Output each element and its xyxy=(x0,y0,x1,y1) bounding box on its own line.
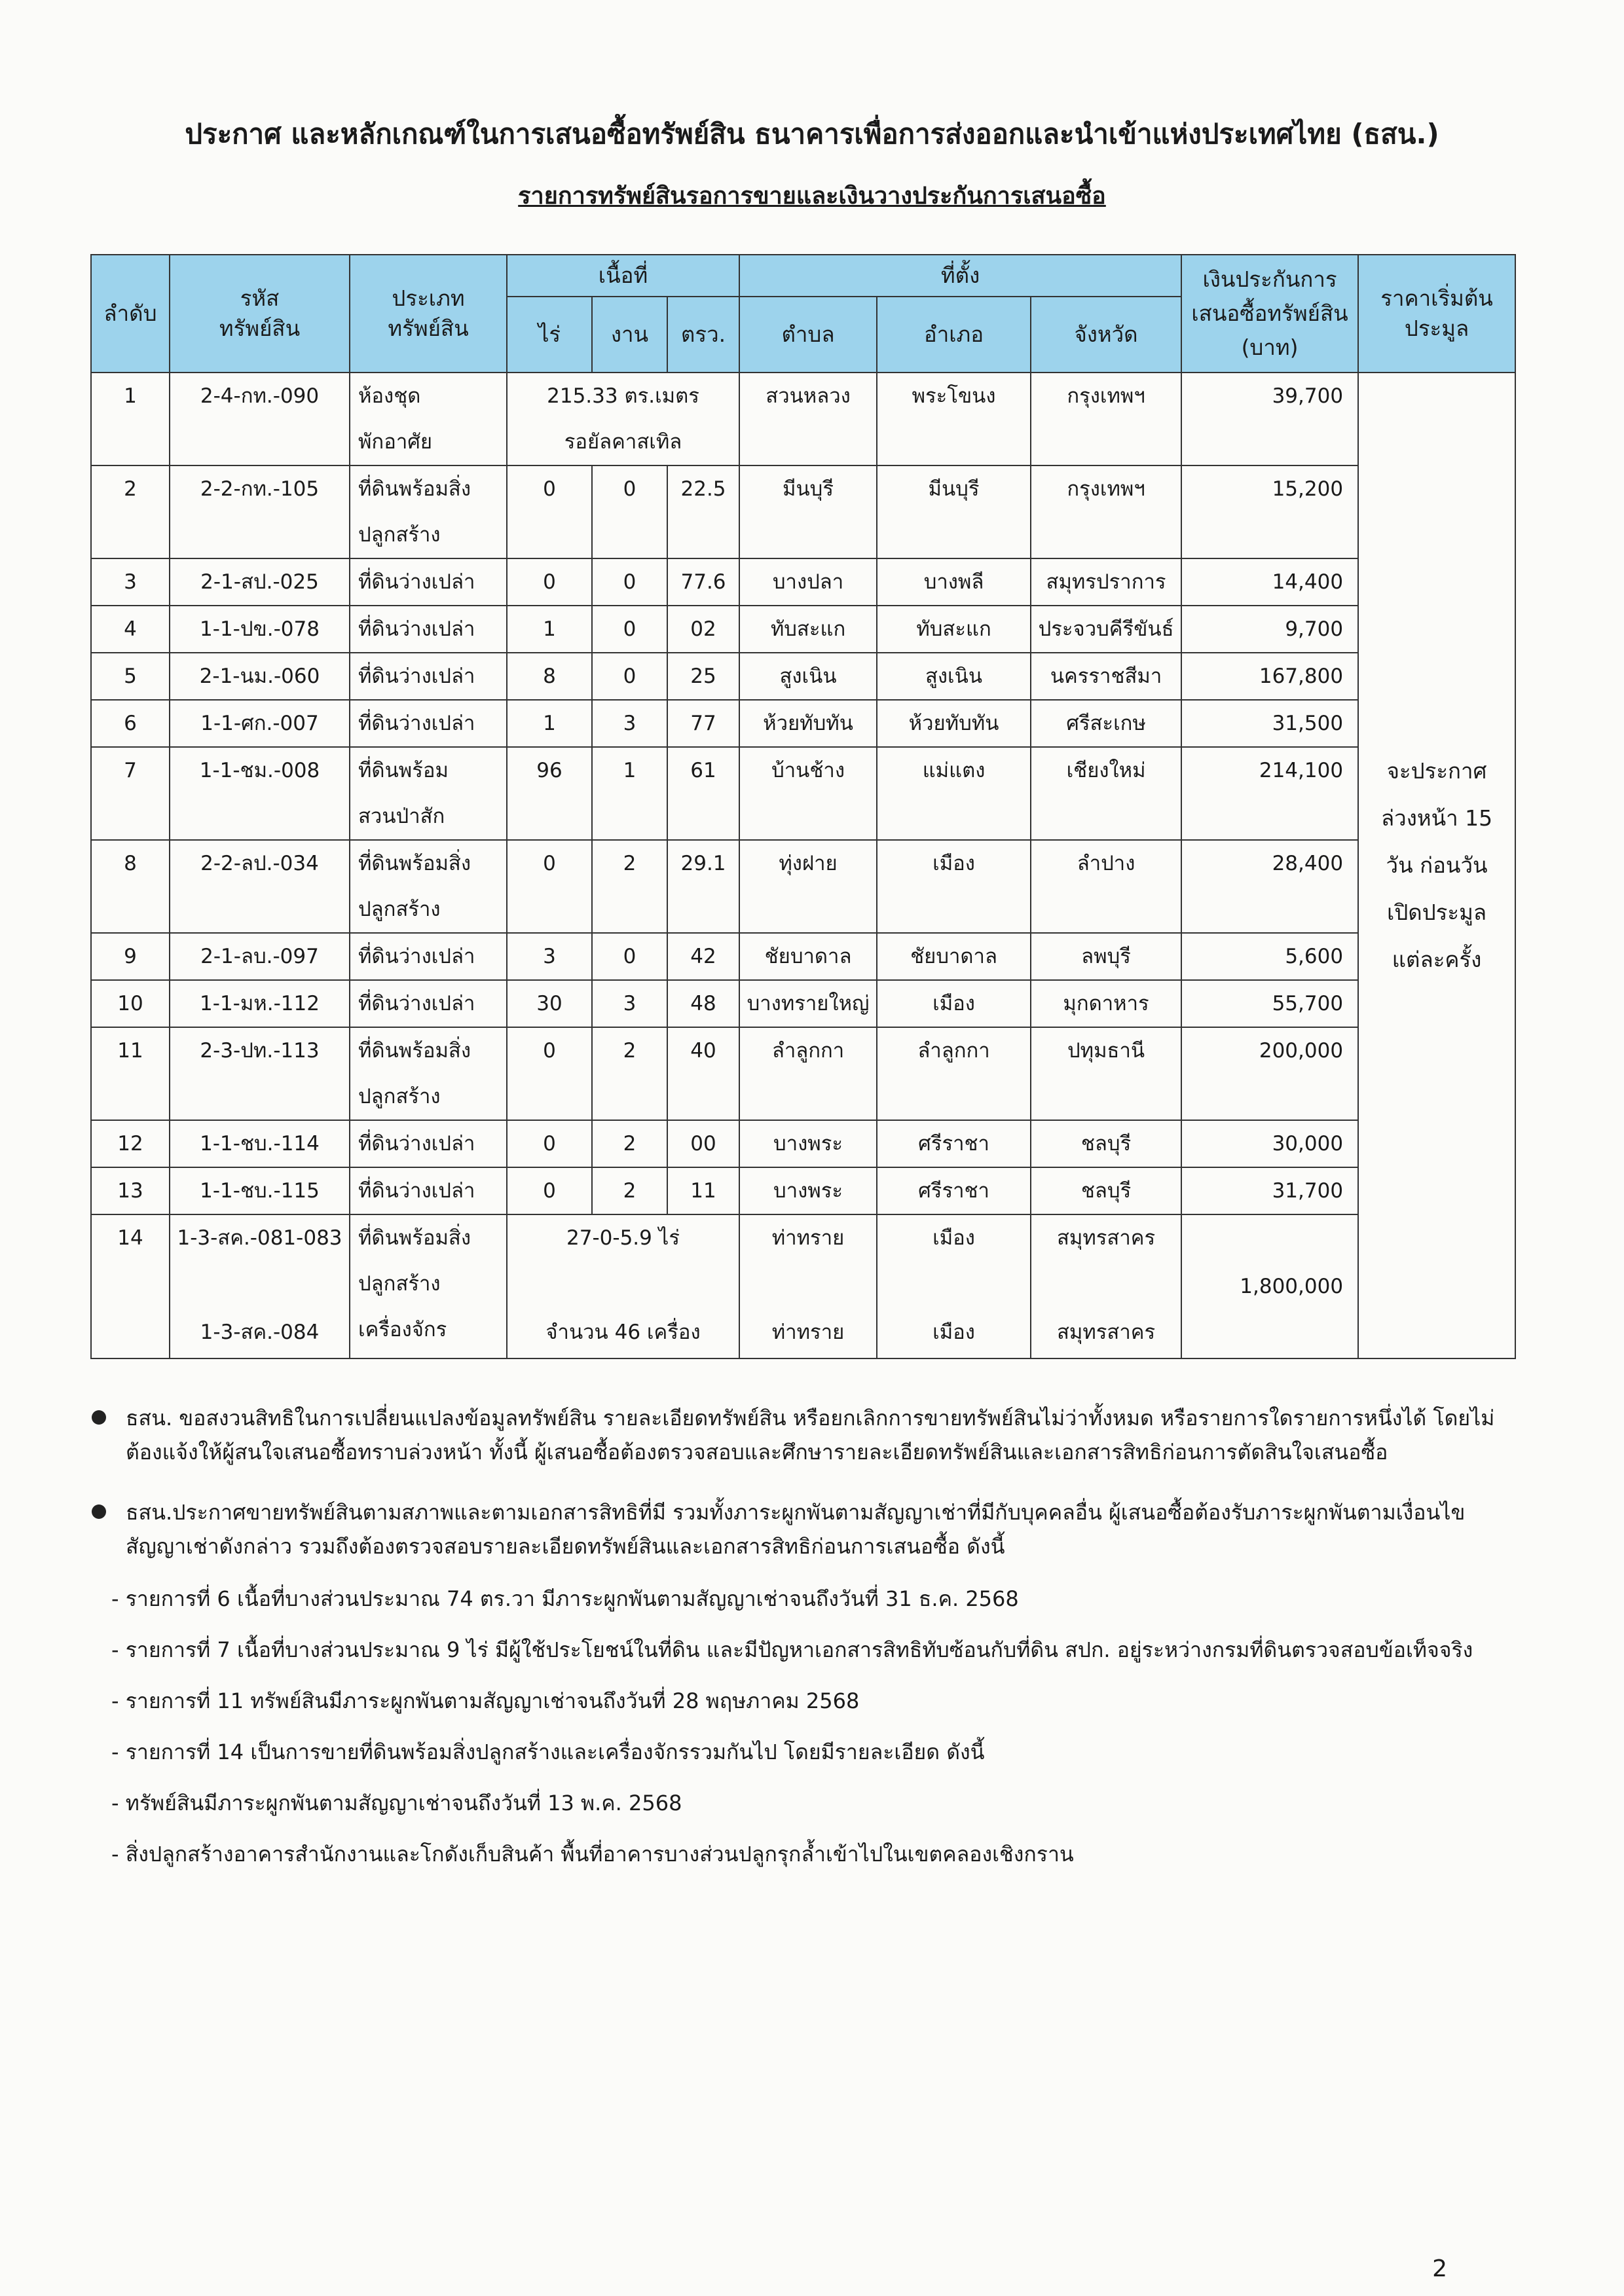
cell-tambon: บางทรายใหญ่ xyxy=(739,980,877,1027)
cell-deposit: 167,800 xyxy=(1181,653,1358,700)
cell-type: ที่ดินพร้อมสิ่ง ปลูกสร้าง เครื่องจักร xyxy=(350,1214,507,1358)
cell-province: เชียงใหม่ xyxy=(1031,747,1181,840)
cell-deposit: 200,000 xyxy=(1181,1027,1358,1120)
header-no: ลำดับ xyxy=(91,255,170,373)
cell-code: 2-1-ลบ.-097 xyxy=(170,933,350,980)
table-row xyxy=(91,465,1515,558)
cell-ngan: 0 xyxy=(592,558,667,606)
cell-area: 215.33 ตร.เมตร รอยัลคาสเทิล xyxy=(507,373,739,465)
cell-province: ลำปาง xyxy=(1031,840,1181,933)
cell-deposit: 31,700 xyxy=(1181,1167,1358,1214)
cell-wa: 00 xyxy=(667,1120,739,1167)
note-bullet xyxy=(92,1401,1519,1469)
note-item: - ทรัพย์สินมีภาระผูกพันตามสัญญาเช่าจนถึงวันที่ 13 พ.ค. 2568 xyxy=(111,1791,682,1815)
cell-amphoe: เมือง xyxy=(877,980,1031,1027)
table-row xyxy=(91,653,1515,700)
cell-code: 2-1-นม.-060 xyxy=(170,653,350,700)
table-row xyxy=(91,747,1515,840)
cell-type: ที่ดินว่างเปล่า xyxy=(350,700,507,747)
note-item: - รายการที่ 14 เป็นการขายที่ดินพร้อมสิ่งปลูกสร้างและเครื่องจักรรวมกันไป โดยมีรายละเอียด ดังนี้ xyxy=(111,1740,985,1764)
cell-province-b: สมุทรสาคร xyxy=(1056,1321,1156,1344)
cell-ngan: 1 xyxy=(592,747,667,840)
cell-no: 2 xyxy=(91,465,170,558)
cell-province: กรุงเทพฯ xyxy=(1031,373,1181,465)
cell-amphoe: พระโขนง xyxy=(877,373,1031,465)
cell-rai: 30 xyxy=(507,980,592,1027)
cell-type: ที่ดินว่างเปล่า xyxy=(350,933,507,980)
cell-no: 6 xyxy=(91,700,170,747)
table-row xyxy=(91,700,1515,747)
header-amphoe: อำเภอ xyxy=(877,297,1031,373)
cell-no: 12 xyxy=(91,1120,170,1167)
cell-amphoe: ห้วยทับทัน xyxy=(877,700,1031,747)
cell-code: 1-1-ชบ.-114 xyxy=(170,1120,350,1167)
cell-code: 2-2-ลป.-034 xyxy=(170,840,350,933)
cell-amphoe: บางพลี xyxy=(877,558,1031,606)
cell-rai: 0 xyxy=(507,840,592,933)
cell-deposit: 9,700 xyxy=(1181,606,1358,653)
cell-type: ห้องชุด พักอาศัย xyxy=(350,373,507,465)
cell-tambon: ห้วยทับทัน xyxy=(739,700,877,747)
note-bullet xyxy=(92,1495,1519,1563)
page-title: ประกาศ และหลักเกณฑ์ในการเสนอซื้อทรัพย์สิน ธนาคารเพื่อการส่งออกและนำเข้าแห่งประเทศไทย (ธสน.) xyxy=(185,118,1439,150)
cell-deposit: 214,100 xyxy=(1181,747,1358,840)
cell-tambon: บ้านช้าง xyxy=(739,747,877,840)
cell-amphoe: เมือง xyxy=(877,840,1031,933)
cell-deposit: 1,800,000 xyxy=(1181,1214,1358,1358)
cell-tambon: สวนหลวง xyxy=(739,373,877,465)
cell-deposit: 5,600 xyxy=(1181,933,1358,980)
cell-tambon: ชัยบาดาล xyxy=(739,933,877,980)
cell-amphoe-b: เมือง xyxy=(932,1321,975,1344)
cell-area-b: จำนวน 46 เครื่อง xyxy=(545,1321,701,1344)
cell-amphoe: ศรีราชา xyxy=(877,1120,1031,1167)
cell-code-b: 1-3-สค.-084 xyxy=(200,1321,320,1344)
header-wa: ตรว. xyxy=(667,297,739,373)
header-deposit: เงินประกันการ เสนอซื้อทรัพย์สิน (บาท) xyxy=(1181,255,1358,373)
cell-code: 1-1-ชบ.-115 xyxy=(170,1167,350,1214)
cell-type: ที่ดินว่างเปล่า xyxy=(350,1167,507,1214)
cell-no: 1 xyxy=(91,373,170,465)
cell-type: ที่ดินว่างเปล่า xyxy=(350,606,507,653)
cell-rai: 1 xyxy=(507,606,592,653)
cell-type: ที่ดินพร้อมสิ่ง ปลูกสร้าง xyxy=(350,840,507,933)
header-ngan: งาน xyxy=(592,297,667,373)
cell-wa: 48 xyxy=(667,980,739,1027)
cell-type: ที่ดินว่างเปล่า xyxy=(350,1120,507,1167)
note-text: ธสน.ประกาศขายทรัพย์สินตามสภาพและตามเอกสารสิทธิที่มี รวมทั้งภาระผูกพันตามสัญญาเช่าที่มีกับบุคคลอื่น ผู้เสนอซื้อต้องรับภาระผูกพันตามเงื่อนไขสัญญาเช่าดังกล่าว รวมถึงต้องตรวจสอบรายละเอียดทรัพย์สินและเอกสารสิทธิก่อนการเสนอซื้อ ดังนี้ xyxy=(126,1500,1466,1559)
cell-ngan: 2 xyxy=(592,1027,667,1120)
cell-wa: 25 xyxy=(667,653,739,700)
cell-code: 1-1-ปข.-078 xyxy=(170,606,350,653)
cell-amphoe: ชัยบาดาล xyxy=(877,933,1031,980)
cell-wa: 40 xyxy=(667,1027,739,1120)
note-item: - รายการที่ 7 เนื้อที่บางส่วนประมาณ 9 ไร่ มีผู้ใช้ประโยชน์ในที่ดิน และมีปัญหาเอกสารสิทธิทับซ้อนกับที่ดิน สปก. อยู่ระหว่างกรมที่ดินตรวจสอบข้อเท็จจริง xyxy=(111,1637,1473,1662)
cell-rai: 0 xyxy=(507,465,592,558)
cell-ngan: 0 xyxy=(592,933,667,980)
cell-type: ที่ดินพร้อม สวนป่าสัก xyxy=(350,747,507,840)
note-item: - สิ่งปลูกสร้างอาคารสำนักงานและโกดังเก็บสินค้า พื้นที่อาคารบางส่วนปลูกรุกล้ำเข้าไปในเขตคลองเชิงกราน xyxy=(111,1842,1074,1867)
cell-amphoe xyxy=(877,1214,1031,1358)
cell-type: ที่ดินว่างเปล่า xyxy=(350,980,507,1027)
bullet-icon xyxy=(92,1410,106,1425)
cell-province: ลพบุรี xyxy=(1031,933,1181,980)
cell-no: 4 xyxy=(91,606,170,653)
cell-tambon: บางปลา xyxy=(739,558,877,606)
header-tambon: ตำบล xyxy=(739,297,877,373)
cell-wa: 77 xyxy=(667,700,739,747)
cell-province: ศรีสะเกษ xyxy=(1031,700,1181,747)
header-area: เนื้อที่ xyxy=(507,255,739,297)
cell-rai: 96 xyxy=(507,747,592,840)
cell-rai: 3 xyxy=(507,933,592,980)
cell-wa: 77.6 xyxy=(667,558,739,606)
assets-table xyxy=(90,254,1516,1359)
cell-wa: 61 xyxy=(667,747,739,840)
cell-rai: 0 xyxy=(507,558,592,606)
header-type: ประเภท ทรัพย์สิน xyxy=(350,255,507,373)
cell-tambon: สูงเนิน xyxy=(739,653,877,700)
cell-tambon-a: ท่าทราย xyxy=(771,1226,845,1250)
cell-no: 9 xyxy=(91,933,170,980)
table-row xyxy=(91,980,1515,1027)
cell-tambon: ทับสะแก xyxy=(739,606,877,653)
bullet-icon xyxy=(92,1504,106,1519)
cell-province: ชลบุรี xyxy=(1031,1167,1181,1214)
table-row xyxy=(91,606,1515,653)
cell-wa: 02 xyxy=(667,606,739,653)
cell-amphoe: สูงเนิน xyxy=(877,653,1031,700)
header-location: ที่ตั้ง xyxy=(739,255,1181,297)
cell-ngan: 3 xyxy=(592,700,667,747)
cell-wa: 11 xyxy=(667,1167,739,1214)
cell-no: 11 xyxy=(91,1027,170,1120)
cell-deposit: 39,700 xyxy=(1181,373,1358,465)
cell-code-a: 1-3-สค.-081-083 xyxy=(177,1226,342,1250)
table-row xyxy=(91,558,1515,606)
cell-province: กรุงเทพฯ xyxy=(1031,465,1181,558)
cell-province: มุกดาหาร xyxy=(1031,980,1181,1027)
cell-province-a: สมุทรสาคร xyxy=(1056,1226,1156,1250)
cell-rai: 0 xyxy=(507,1167,592,1214)
cell-ngan: 0 xyxy=(592,465,667,558)
page-number: 2 xyxy=(1432,2255,1447,2282)
cell-tambon: ลำลูกกา xyxy=(739,1027,877,1120)
cell-ngan: 0 xyxy=(592,653,667,700)
cell-type: ที่ดินว่างเปล่า xyxy=(350,653,507,700)
cell-deposit: 15,200 xyxy=(1181,465,1358,558)
cell-ngan: 2 xyxy=(592,1120,667,1167)
notes-section xyxy=(92,1401,1519,1888)
cell-tambon: ทุ่งฝาย xyxy=(739,840,877,933)
cell-type: ที่ดินพร้อมสิ่ง ปลูกสร้าง xyxy=(350,1027,507,1120)
cell-tambon: บางพระ xyxy=(739,1120,877,1167)
cell-deposit: 28,400 xyxy=(1181,840,1358,933)
cell-no: 13 xyxy=(91,1167,170,1214)
cell-ngan: 0 xyxy=(592,606,667,653)
cell-ngan: 2 xyxy=(592,840,667,933)
cell-code xyxy=(170,1214,350,1358)
page-subtitle: รายการทรัพย์สินรอการขายและเงินวางประกันการเสนอซื้อ xyxy=(518,183,1106,210)
cell-code: 2-4-กท.-090 xyxy=(170,373,350,465)
cell-tambon xyxy=(739,1214,877,1358)
cell-area xyxy=(507,1214,739,1358)
cell-rai: 0 xyxy=(507,1027,592,1120)
cell-amphoe: มีนบุรี xyxy=(877,465,1031,558)
cell-tambon: บางพระ xyxy=(739,1167,877,1214)
cell-no: 7 xyxy=(91,747,170,840)
cell-code: 2-2-กท.-105 xyxy=(170,465,350,558)
header-rai: ไร่ xyxy=(507,297,592,373)
cell-amphoe: ทับสะแก xyxy=(877,606,1031,653)
table-row xyxy=(91,840,1515,933)
cell-code: 1-1-ศก.-007 xyxy=(170,700,350,747)
cell-code: 2-3-ปท.-113 xyxy=(170,1027,350,1120)
cell-code: 1-1-ชม.-008 xyxy=(170,747,350,840)
table-row xyxy=(91,1027,1515,1120)
cell-no: 10 xyxy=(91,980,170,1027)
table-row xyxy=(91,373,1515,465)
cell-no: 3 xyxy=(91,558,170,606)
table-row xyxy=(91,933,1515,980)
cell-rai: 0 xyxy=(507,1120,592,1167)
cell-wa: 42 xyxy=(667,933,739,980)
cell-rai: 8 xyxy=(507,653,592,700)
cell-amphoe: ลำลูกกา xyxy=(877,1027,1031,1120)
cell-ngan: 3 xyxy=(592,980,667,1027)
table-row xyxy=(91,1120,1515,1167)
cell-wa: 29.1 xyxy=(667,840,739,933)
cell-province xyxy=(1031,1214,1181,1358)
header-price: ราคาเริ่มต้น ประมูล xyxy=(1358,255,1515,373)
cell-amphoe: แม่แตง xyxy=(877,747,1031,840)
header-code: รหัส ทรัพย์สิน xyxy=(170,255,350,373)
cell-rai: 1 xyxy=(507,700,592,747)
cell-area-a: 27-0-5.9 ไร่ xyxy=(566,1226,680,1250)
cell-no: 8 xyxy=(91,840,170,933)
cell-deposit: 14,400 xyxy=(1181,558,1358,606)
cell-province: ประจวบคีรีขันธ์ xyxy=(1031,606,1181,653)
cell-deposit: 55,700 xyxy=(1181,980,1358,1027)
cell-amphoe-a: เมือง xyxy=(932,1226,975,1250)
note-item: - รายการที่ 6 เนื้อที่บางส่วนประมาณ 74 ตร.วา มีภาระผูกพันตามสัญญาเช่าจนถึงวันที่ 31 ธ.ค. 2568 xyxy=(111,1586,1019,1611)
cell-code: 2-1-สป.-025 xyxy=(170,558,350,606)
cell-tambon: มีนบุรี xyxy=(739,465,877,558)
cell-code: 1-1-มห.-112 xyxy=(170,980,350,1027)
note-item: - รายการที่ 11 ทรัพย์สินมีภาระผูกพันตามสัญญาเช่าจนถึงวันที่ 28 พฤษภาคม 2568 xyxy=(111,1688,860,1713)
cell-amphoe: ศรีราชา xyxy=(877,1167,1031,1214)
table-row xyxy=(91,1214,1515,1358)
cell-wa: 22.5 xyxy=(667,465,739,558)
cell-province: สมุทรปราการ xyxy=(1031,558,1181,606)
table-row xyxy=(91,1167,1515,1214)
cell-deposit: 30,000 xyxy=(1181,1120,1358,1167)
cell-type: ที่ดินว่างเปล่า xyxy=(350,558,507,606)
cell-tambon-b: ท่าทราย xyxy=(771,1321,845,1344)
cell-no: 5 xyxy=(91,653,170,700)
cell-province: ปทุมธานี xyxy=(1031,1027,1181,1120)
note-text: ธสน. ขอสงวนสิทธิในการเปลี่ยนแปลงข้อมูลทรัพย์สิน รายละเอียดทรัพย์สิน หรือยกเลิกการขายทรัพย์สินไม่ว่าทั้งหมด หรือรายการใดรายการหนึ่งได้ โดยไม่ต้องแจ้งให้ผู้สนใจเสนอซื้อทราบล่วงหน้า ทั้งนี้ ผู้เสนอซื้อต้องตรวจสอบและศึกษารายละเอียดทรัพย์สินและเอกสารสิทธิก่อนการตัดสินใจเสนอซื้อ xyxy=(126,1406,1495,1465)
cell-deposit: 31,500 xyxy=(1181,700,1358,747)
header-province: จังหวัด xyxy=(1031,297,1181,373)
cell-province: ชลบุรี xyxy=(1031,1120,1181,1167)
cell-ngan: 2 xyxy=(592,1167,667,1214)
cell-no: 14 xyxy=(91,1214,170,1358)
cell-province: นครราชสีมา xyxy=(1031,653,1181,700)
cell-price-note: จะประกาศ ล่วงหน้า 15 วัน ก่อนวัน เปิดประมูล แต่ละครั้ง xyxy=(1358,373,1515,1358)
cell-type: ที่ดินพร้อมสิ่ง ปลูกสร้าง xyxy=(350,465,507,558)
